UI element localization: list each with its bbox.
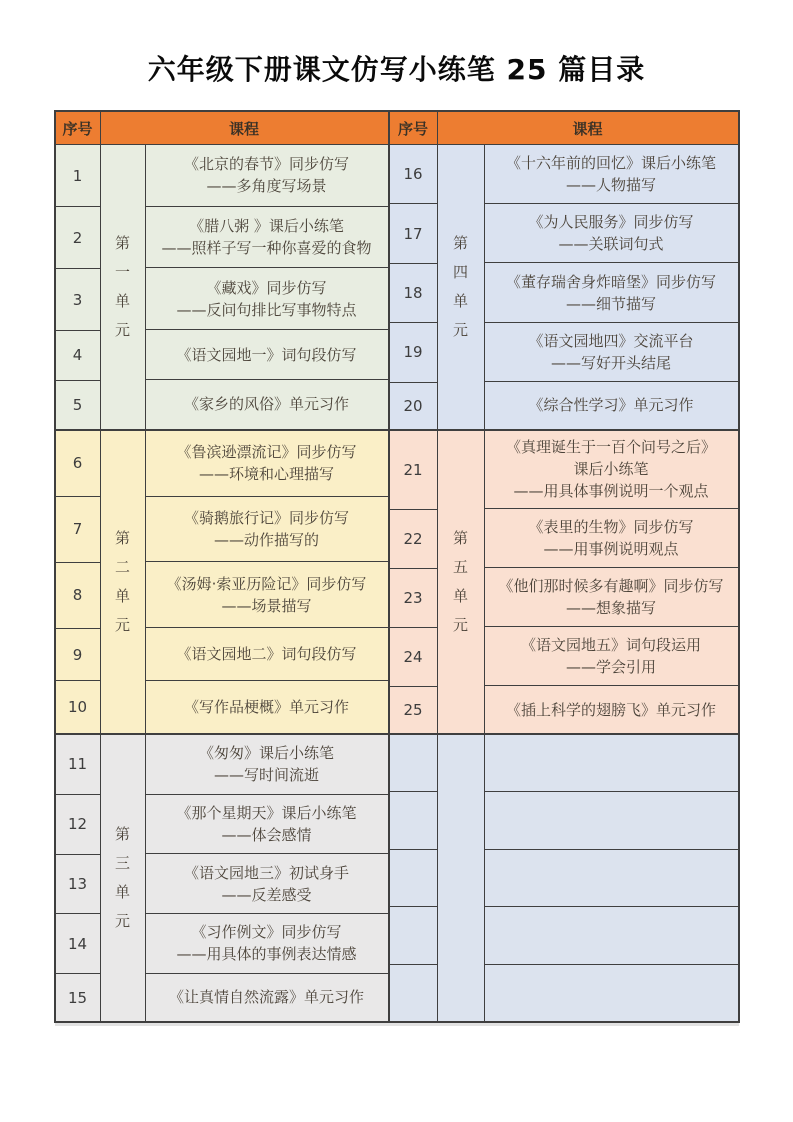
unit-section bbox=[56, 145, 388, 429]
row-number-cell: 6 bbox=[72, 454, 83, 473]
course-cell bbox=[146, 853, 388, 913]
course-line: 《匆匆》课后小练笔 bbox=[198, 744, 334, 763]
course-line: 《汤姆·索亚历险记》同步仿写 bbox=[166, 574, 367, 593]
course-line: ——照样子写一种你喜爱的食物 bbox=[161, 239, 372, 257]
course-line: ——写好开头结尾 bbox=[550, 353, 671, 372]
unit-column bbox=[438, 145, 485, 429]
course-line: 《那个星期天》课后小练笔 bbox=[176, 803, 357, 822]
course-cell bbox=[146, 735, 388, 794]
course-cell bbox=[485, 431, 738, 508]
header-index-cell: 序号 bbox=[390, 112, 438, 144]
page-title: 六年级下册课文仿写小练笔 25 篇目录 bbox=[147, 53, 646, 86]
course-line: 《十六年前的回忆》课后小练笔 bbox=[505, 154, 716, 173]
course-line: ——体会感情 bbox=[221, 825, 312, 844]
header-course-cell: 课程 bbox=[228, 119, 259, 138]
index-column bbox=[390, 145, 438, 429]
row-number-cell: 24 bbox=[390, 627, 437, 686]
course-line: ——人物描写 bbox=[565, 176, 656, 195]
course-cell bbox=[485, 262, 738, 321]
index-column bbox=[390, 431, 438, 733]
row-number-cell: 10 bbox=[56, 680, 100, 733]
course-line: 《董存瑞舍身炸暗堡》同步仿写 bbox=[505, 272, 716, 291]
course-cell bbox=[146, 913, 388, 973]
unit-column bbox=[438, 735, 485, 1021]
course-cell bbox=[146, 561, 388, 627]
course-cell bbox=[485, 791, 738, 848]
index-column bbox=[56, 735, 101, 1021]
course-line: 课后小练笔 bbox=[573, 460, 649, 479]
course-line: 《综合性学习》单元习作 bbox=[528, 396, 694, 415]
course-line: 《习作例文》同步仿写 bbox=[191, 923, 342, 942]
course-cell bbox=[146, 794, 388, 854]
course-cell bbox=[146, 379, 388, 429]
course-line: 《让真情自然流露》单元习作 bbox=[168, 988, 364, 1007]
course-column bbox=[146, 735, 388, 1021]
course-cell bbox=[485, 203, 738, 262]
contents-table bbox=[54, 110, 740, 1023]
row-number-cell: 1 bbox=[72, 166, 83, 185]
course-line: ——动作描写的 bbox=[213, 530, 319, 549]
header-course-cell: 课程 bbox=[572, 119, 603, 138]
course-line: 《语文园地二》词句段仿写 bbox=[176, 644, 357, 663]
course-line: 《写作品梗概》单元习作 bbox=[183, 697, 349, 716]
course-line: 《北京的春节》同步仿写 bbox=[183, 155, 349, 174]
header-index-cell: 序号 bbox=[56, 112, 101, 144]
row-number-cell: 5 bbox=[56, 380, 100, 429]
course-column bbox=[146, 431, 388, 733]
unit-section bbox=[390, 733, 738, 1021]
right-sections bbox=[390, 145, 738, 1021]
course-cell bbox=[146, 627, 388, 680]
course-column bbox=[485, 431, 738, 733]
course-line: ——反问句排比写事物特点 bbox=[176, 300, 357, 319]
course-cell bbox=[485, 508, 738, 567]
course-line: 《为人民服务》同步仿写 bbox=[528, 213, 694, 232]
index-column bbox=[56, 431, 101, 733]
course-cell bbox=[146, 431, 388, 496]
course-line: 《家乡的风俗》单元习作 bbox=[183, 395, 349, 414]
course-cell bbox=[146, 145, 388, 206]
course-cell bbox=[146, 206, 388, 268]
course-line: 《语文园地五》词句段运用 bbox=[520, 636, 701, 655]
course-cell bbox=[485, 735, 738, 791]
course-cell bbox=[485, 685, 738, 733]
course-cell bbox=[485, 381, 738, 429]
row-number-cell: 15 bbox=[56, 973, 100, 1021]
course-cell bbox=[485, 964, 738, 1021]
unit-label: 第四单元 bbox=[452, 233, 468, 340]
course-line: 《腊八粥 》课后小练笔 bbox=[189, 217, 344, 235]
course-line: ——想象描写 bbox=[565, 599, 656, 618]
index-column bbox=[56, 145, 101, 429]
index-column bbox=[390, 735, 438, 1021]
row-number-cell: 14 bbox=[56, 913, 100, 973]
table-half-left bbox=[56, 112, 388, 1021]
course-line: ——用事例说明观点 bbox=[543, 539, 679, 558]
row-number-cell: 2 bbox=[56, 206, 100, 268]
course-line: 《表里的生物》同步仿写 bbox=[528, 517, 694, 536]
course-line: ——用具体的事例表达情感 bbox=[176, 945, 357, 964]
course-line: 《鲁滨逊漂流记》同步仿写 bbox=[176, 443, 357, 462]
unit-column bbox=[438, 431, 485, 733]
course-line: ——用具体事例说明一个观点 bbox=[513, 482, 709, 501]
row-number-cell bbox=[390, 849, 437, 906]
row-number-cell: 20 bbox=[390, 382, 437, 429]
unit-section bbox=[56, 733, 388, 1021]
unit-column bbox=[101, 431, 146, 733]
course-cell bbox=[485, 567, 738, 626]
row-number-cell: 19 bbox=[390, 322, 437, 381]
course-column bbox=[146, 145, 388, 429]
course-line: 《语文园地三》初试身手 bbox=[183, 863, 349, 882]
course-line: 《插上科学的翅膀飞》单元习作 bbox=[505, 700, 716, 719]
unit-label: 第一单元 bbox=[114, 233, 130, 340]
row-number-cell bbox=[390, 906, 437, 963]
header-row bbox=[390, 112, 738, 145]
unit-section bbox=[56, 429, 388, 733]
left-sections bbox=[56, 145, 388, 1021]
course-line: ——多角度写场景 bbox=[206, 177, 327, 196]
course-cell bbox=[485, 322, 738, 381]
row-number-cell: 11 bbox=[67, 755, 88, 774]
course-line: 《他们那时候多有趣啊》同步仿写 bbox=[498, 577, 724, 596]
row-number-cell: 7 bbox=[56, 496, 100, 562]
course-cell bbox=[146, 329, 388, 379]
course-line: ——环境和心理描写 bbox=[198, 465, 334, 484]
row-number-cell: 18 bbox=[390, 263, 437, 322]
row-number-cell bbox=[390, 735, 437, 791]
row-number-cell: 17 bbox=[390, 203, 437, 262]
course-line: ——场景描写 bbox=[221, 596, 312, 615]
course-cell bbox=[485, 906, 738, 963]
row-number-cell: 13 bbox=[56, 854, 100, 914]
row-number-cell: 4 bbox=[56, 330, 100, 379]
row-number-cell bbox=[390, 791, 437, 848]
course-column bbox=[485, 145, 738, 429]
course-cell bbox=[146, 267, 388, 329]
course-line: 《语文园地一》词句段仿写 bbox=[176, 345, 357, 364]
unit-section bbox=[390, 145, 738, 429]
course-line: 《骑鹅旅行记》同步仿写 bbox=[183, 508, 349, 527]
row-number-cell bbox=[390, 964, 437, 1021]
course-cell bbox=[146, 496, 388, 562]
course-line: 《语文园地四》交流平台 bbox=[528, 331, 694, 350]
course-cell bbox=[485, 626, 738, 685]
course-line: 《藏戏》同步仿写 bbox=[206, 278, 327, 297]
row-number-cell: 22 bbox=[390, 509, 437, 568]
course-cell bbox=[146, 973, 388, 1021]
row-number-cell: 25 bbox=[390, 686, 437, 733]
row-number-cell: 3 bbox=[56, 268, 100, 330]
course-line: ——学会引用 bbox=[565, 658, 656, 677]
unit-label: 第五单元 bbox=[452, 528, 468, 635]
unit-label: 第二单元 bbox=[114, 528, 130, 635]
course-cell bbox=[485, 145, 738, 203]
course-line: ——细节描写 bbox=[565, 294, 656, 313]
course-column bbox=[485, 735, 738, 1021]
unit-column bbox=[101, 735, 146, 1021]
row-number-cell: 16 bbox=[403, 165, 423, 184]
header-row bbox=[56, 112, 388, 145]
unit-section bbox=[390, 429, 738, 733]
row-number-cell: 12 bbox=[56, 794, 100, 854]
course-line: 《真理诞生于一百个问号之后》 bbox=[505, 438, 716, 457]
course-cell bbox=[146, 680, 388, 733]
table-half-right bbox=[388, 112, 738, 1021]
row-number-cell: 9 bbox=[56, 628, 100, 681]
course-line: ——写时间流逝 bbox=[213, 766, 319, 785]
course-cell bbox=[485, 849, 738, 906]
row-number-cell: 8 bbox=[56, 562, 100, 628]
row-number-cell: 23 bbox=[390, 568, 437, 627]
course-line: ——关联词句式 bbox=[558, 235, 664, 254]
unit-column bbox=[101, 145, 146, 429]
row-number-cell: 21 bbox=[403, 461, 423, 480]
unit-label: 第三单元 bbox=[114, 824, 130, 931]
course-line: ——反差感受 bbox=[221, 885, 312, 904]
